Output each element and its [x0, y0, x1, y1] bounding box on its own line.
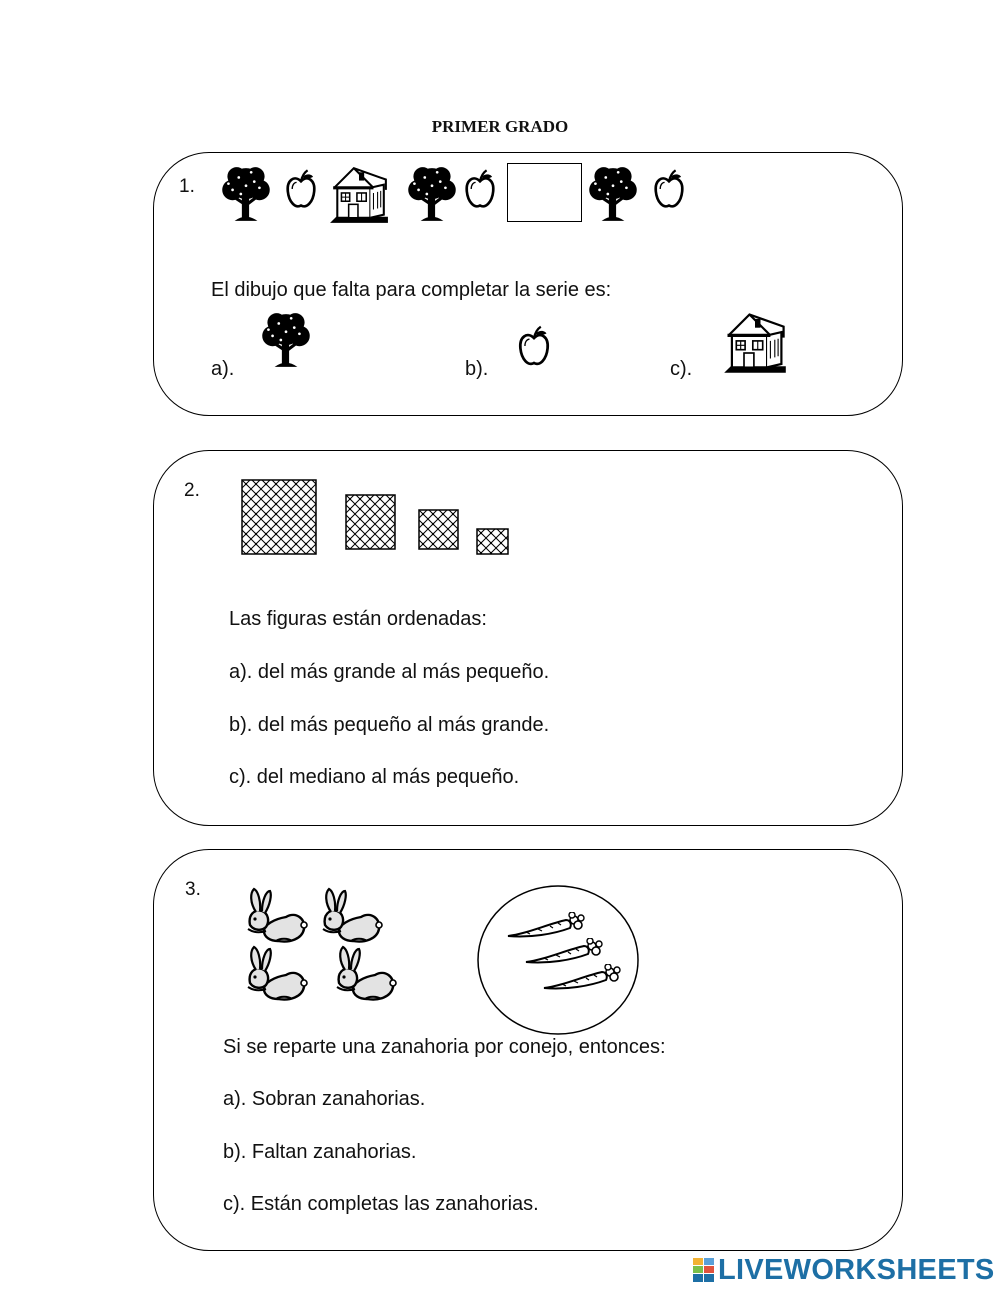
question-3-prompt: Si se reparte una zanahoria por conejo, entonces: [223, 1036, 666, 1058]
option-b-label[interactable]: b). [465, 358, 489, 380]
question-1-prompt: El dibujo que falta para completar la serie es: [211, 279, 612, 301]
series-house-icon [328, 163, 390, 225]
small-square [418, 509, 459, 550]
smallest-square [476, 528, 509, 555]
option-c-label[interactable]: c). [670, 358, 693, 380]
question-2-number: 2. [184, 480, 200, 501]
series-apple-icon-1 [284, 167, 318, 211]
series-tree-icon-3 [587, 163, 639, 225]
liveworksheets-logo[interactable] [693, 1253, 995, 1287]
option-a-text[interactable]: a). del más grande al más pequeño. [229, 661, 550, 683]
rabbit-icon-1 [239, 885, 311, 945]
question-1-number: 1. [179, 176, 195, 197]
question-3-number: 3. [185, 879, 201, 900]
option-c-text[interactable]: c). Están completas las zanahorias. [223, 1193, 539, 1215]
medium-square [345, 494, 396, 550]
series-tree-icon-1 [220, 163, 272, 225]
brand-name: LIVEWORKSHEETS [718, 1253, 995, 1286]
rabbit-icon-3 [239, 943, 311, 1003]
question-2-box [153, 450, 903, 826]
option-a-tree-icon[interactable] [260, 309, 312, 371]
carrot-plate [476, 884, 640, 1036]
large-square [241, 479, 317, 555]
rabbit-icon-4 [328, 943, 400, 1003]
question-1-box [153, 152, 903, 416]
option-b-apple-icon[interactable] [517, 323, 551, 369]
liveworksheets-logo-icon [693, 1257, 715, 1283]
question-2-prompt: Las figuras están ordenadas: [229, 608, 487, 630]
missing-item-box[interactable] [507, 163, 582, 222]
option-c-house-icon[interactable] [722, 309, 788, 375]
option-b-text[interactable]: b). Faltan zanahorias. [223, 1141, 417, 1163]
option-b-text[interactable]: b). del más pequeño al más grande. [229, 714, 550, 736]
option-c-text[interactable]: c). del mediano al más pequeño. [229, 766, 520, 788]
option-a-label[interactable]: a). [211, 358, 235, 380]
series-apple-icon-3 [652, 167, 686, 211]
question-3-box [153, 849, 903, 1251]
series-apple-icon-2 [463, 167, 497, 211]
page-title: PRIMER GRADO [431, 117, 569, 136]
rabbit-icon-2 [314, 885, 386, 945]
option-a-text[interactable]: a). Sobran zanahorias. [223, 1088, 426, 1110]
series-tree-icon-2 [406, 163, 458, 225]
